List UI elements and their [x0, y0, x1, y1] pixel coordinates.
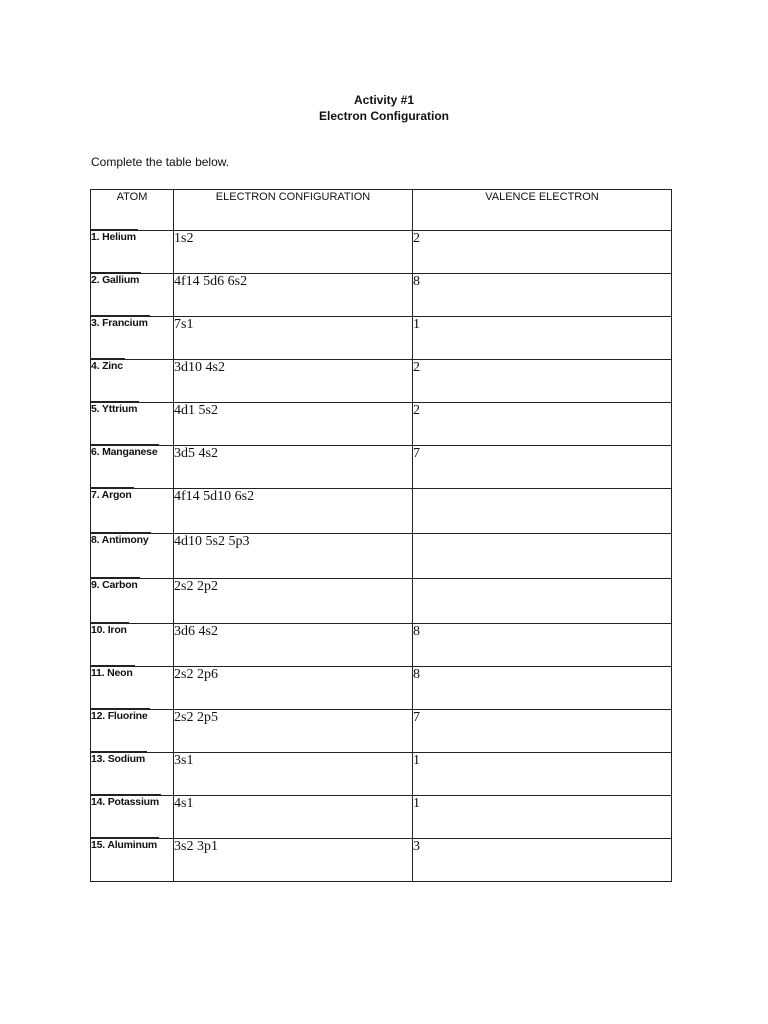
atom-cell: 4. Zinc	[91, 360, 174, 403]
table-row	[91, 624, 672, 667]
atom-cell: 10. Iron	[91, 624, 174, 667]
valence-cell[interactable]: 2	[413, 231, 672, 274]
config-cell[interactable]: 1s2	[174, 231, 413, 274]
config-cell[interactable]: 3d5 4s2	[174, 446, 413, 489]
table-row	[91, 317, 672, 360]
header-atom: ATOM	[91, 190, 174, 231]
table-row	[91, 489, 672, 534]
valence-cell[interactable]: 8	[413, 624, 672, 667]
config-cell[interactable]: 3s1	[174, 753, 413, 796]
valence-cell[interactable]: 8	[413, 274, 672, 317]
atom-cell: 13. Sodium	[91, 753, 174, 796]
atom-cell: 11. Neon	[91, 667, 174, 710]
valence-cell[interactable]	[413, 579, 672, 624]
table-row	[91, 753, 672, 796]
config-cell[interactable]: 3d10 4s2	[174, 360, 413, 403]
table-header-row	[91, 190, 672, 231]
table-row	[91, 534, 672, 579]
valence-cell[interactable]: 2	[413, 360, 672, 403]
table-row	[91, 839, 672, 882]
config-cell[interactable]: 4f14 5d6 6s2	[174, 274, 413, 317]
atom-cell: 14. Potassium	[91, 796, 174, 839]
activity-title: Activity #1	[353, 93, 415, 107]
table-row	[91, 360, 672, 403]
config-cell[interactable]: 4d10 5s2 5p3	[174, 534, 413, 579]
atom-cell: 15. Aluminum	[91, 839, 174, 882]
document-title	[0, 92, 768, 124]
config-cell[interactable]: 2s2 2p5	[174, 710, 413, 753]
atom-cell: 7. Argon	[91, 489, 174, 534]
valence-cell[interactable]: 3	[413, 839, 672, 882]
atom-cell: 1. Helium	[91, 231, 174, 274]
atom-cell: 12. Fluorine	[91, 710, 174, 753]
activity-subtitle: Electron Configuration	[319, 109, 449, 123]
table-row	[91, 446, 672, 489]
valence-cell[interactable]: 1	[413, 796, 672, 839]
table-row	[91, 667, 672, 710]
table-row	[91, 274, 672, 317]
table-row	[91, 403, 672, 446]
atom-cell: 5. Yttrium	[91, 403, 174, 446]
config-cell[interactable]: 4d1 5s2	[174, 403, 413, 446]
valence-cell[interactable]	[413, 489, 672, 534]
atom-cell: 2. Gallium	[91, 274, 174, 317]
table-row	[91, 231, 672, 274]
table-row	[91, 710, 672, 753]
header-electron-configuration: ELECTRON CONFIGURATION	[174, 190, 413, 231]
header-valence-electron: VALENCE ELECTRON	[413, 190, 672, 231]
valence-cell[interactable]: 1	[413, 753, 672, 796]
valence-cell[interactable]	[413, 534, 672, 579]
table-row	[91, 796, 672, 839]
atom-cell: 9. Carbon	[91, 579, 174, 624]
valence-cell[interactable]: 2	[413, 403, 672, 446]
electron-configuration-table	[90, 189, 672, 882]
valence-cell[interactable]: 1	[413, 317, 672, 360]
config-cell[interactable]: 4s1	[174, 796, 413, 839]
table-row	[91, 579, 672, 624]
config-cell[interactable]: 7s1	[174, 317, 413, 360]
config-cell[interactable]: 3s2 3p1	[174, 839, 413, 882]
config-cell[interactable]: 3d6 4s2	[174, 624, 413, 667]
atom-cell: 6. Manganese	[91, 446, 174, 489]
atom-cell: 8. Antimony	[91, 534, 174, 579]
atom-cell: 3. Francium	[91, 317, 174, 360]
valence-cell[interactable]: 7	[413, 710, 672, 753]
valence-cell[interactable]: 7	[413, 446, 672, 489]
config-cell[interactable]: 2s2 2p2	[174, 579, 413, 624]
valence-cell[interactable]: 8	[413, 667, 672, 710]
config-cell[interactable]: 4f14 5d10 6s2	[174, 489, 413, 534]
instruction-text: Complete the table below.	[91, 155, 230, 169]
config-cell[interactable]: 2s2 2p6	[174, 667, 413, 710]
